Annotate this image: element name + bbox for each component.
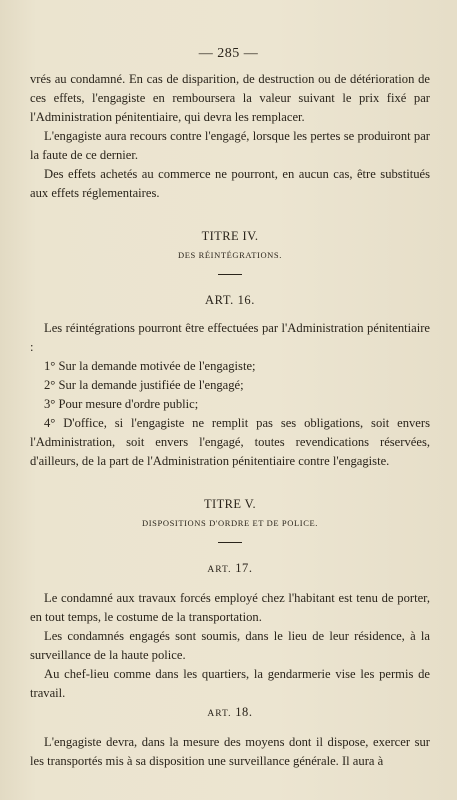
section-subtitle: DISPOSITIONS D'ORDRE ET DE POLICE. — [142, 518, 318, 528]
list-item: 3° Pour mesure d'ordre public; — [44, 397, 199, 411]
section-subtitle: DES RÉINTÉGRATIONS. — [178, 250, 282, 260]
paragraph: Des effets achetés au commerce ne pourront, en aucun cas, être substitués aux effets réglementaires. — [30, 167, 430, 200]
article-heading — [30, 559, 430, 580]
paragraph: L'engagiste devra, dans la mesure des moyens dont il dispose, exercer sur les transportés mis à sa disposition une surveillance générale. Il aura à — [30, 735, 430, 768]
paragraph: Les condamnés engagés sont soumis, dans le lieu de leur résidence, à la surveillance de la haute police. — [30, 629, 430, 662]
article-number: 18. — [235, 705, 253, 719]
section-title: TITRE IV. — [201, 229, 259, 243]
article-heading — [30, 703, 430, 724]
article-label: ART. — [207, 565, 232, 575]
page-number: — 285 — — [198, 46, 259, 61]
list-item: 4° D'office, si l'engagiste ne remplit pas ses obligations, soit envers l'Administration, soit envers l'engagé, toutes revendications réservées, d'ailleurs, de la part de l'Administration pénitentiaire contre l'engagiste. — [30, 416, 430, 468]
section-title: TITRE V. — [203, 497, 257, 511]
article-label: ART. — [207, 709, 232, 719]
list-item: 1° Sur la demande motivée de l'engagiste; — [44, 359, 256, 373]
paragraph: Le condamné aux travaux forcés employé chez l'habitant est tenu de porter, en tout temps, le costume de la transportation. — [30, 591, 430, 624]
paragraph: Au chef-lieu comme dans les quartiers, la gendarmerie vise les permis de travail. — [30, 667, 430, 700]
paragraph: Les réintégrations pourront être effectuées par l'Administration pénitentiaire : — [30, 321, 430, 354]
paragraph: L'engagiste aura recours contre l'engagé, lorsque les pertes se produiront par la faute de ce dernier. — [30, 129, 430, 162]
list-item: 2° Sur la demande justifiée de l'engagé; — [44, 378, 244, 392]
article-heading: ART. 16. — [205, 293, 255, 307]
paragraph: vrés au condamné. En cas de disparition, de destruction ou de détérioration de ces effets, l'engagiste en remboursera la valeur suivant le prix fixé par l'Administration pénitentiaire, qui devra les remplacer. — [30, 72, 430, 124]
article-list — [30, 357, 430, 471]
page-body — [30, 70, 430, 771]
article-number: 17. — [235, 561, 253, 575]
